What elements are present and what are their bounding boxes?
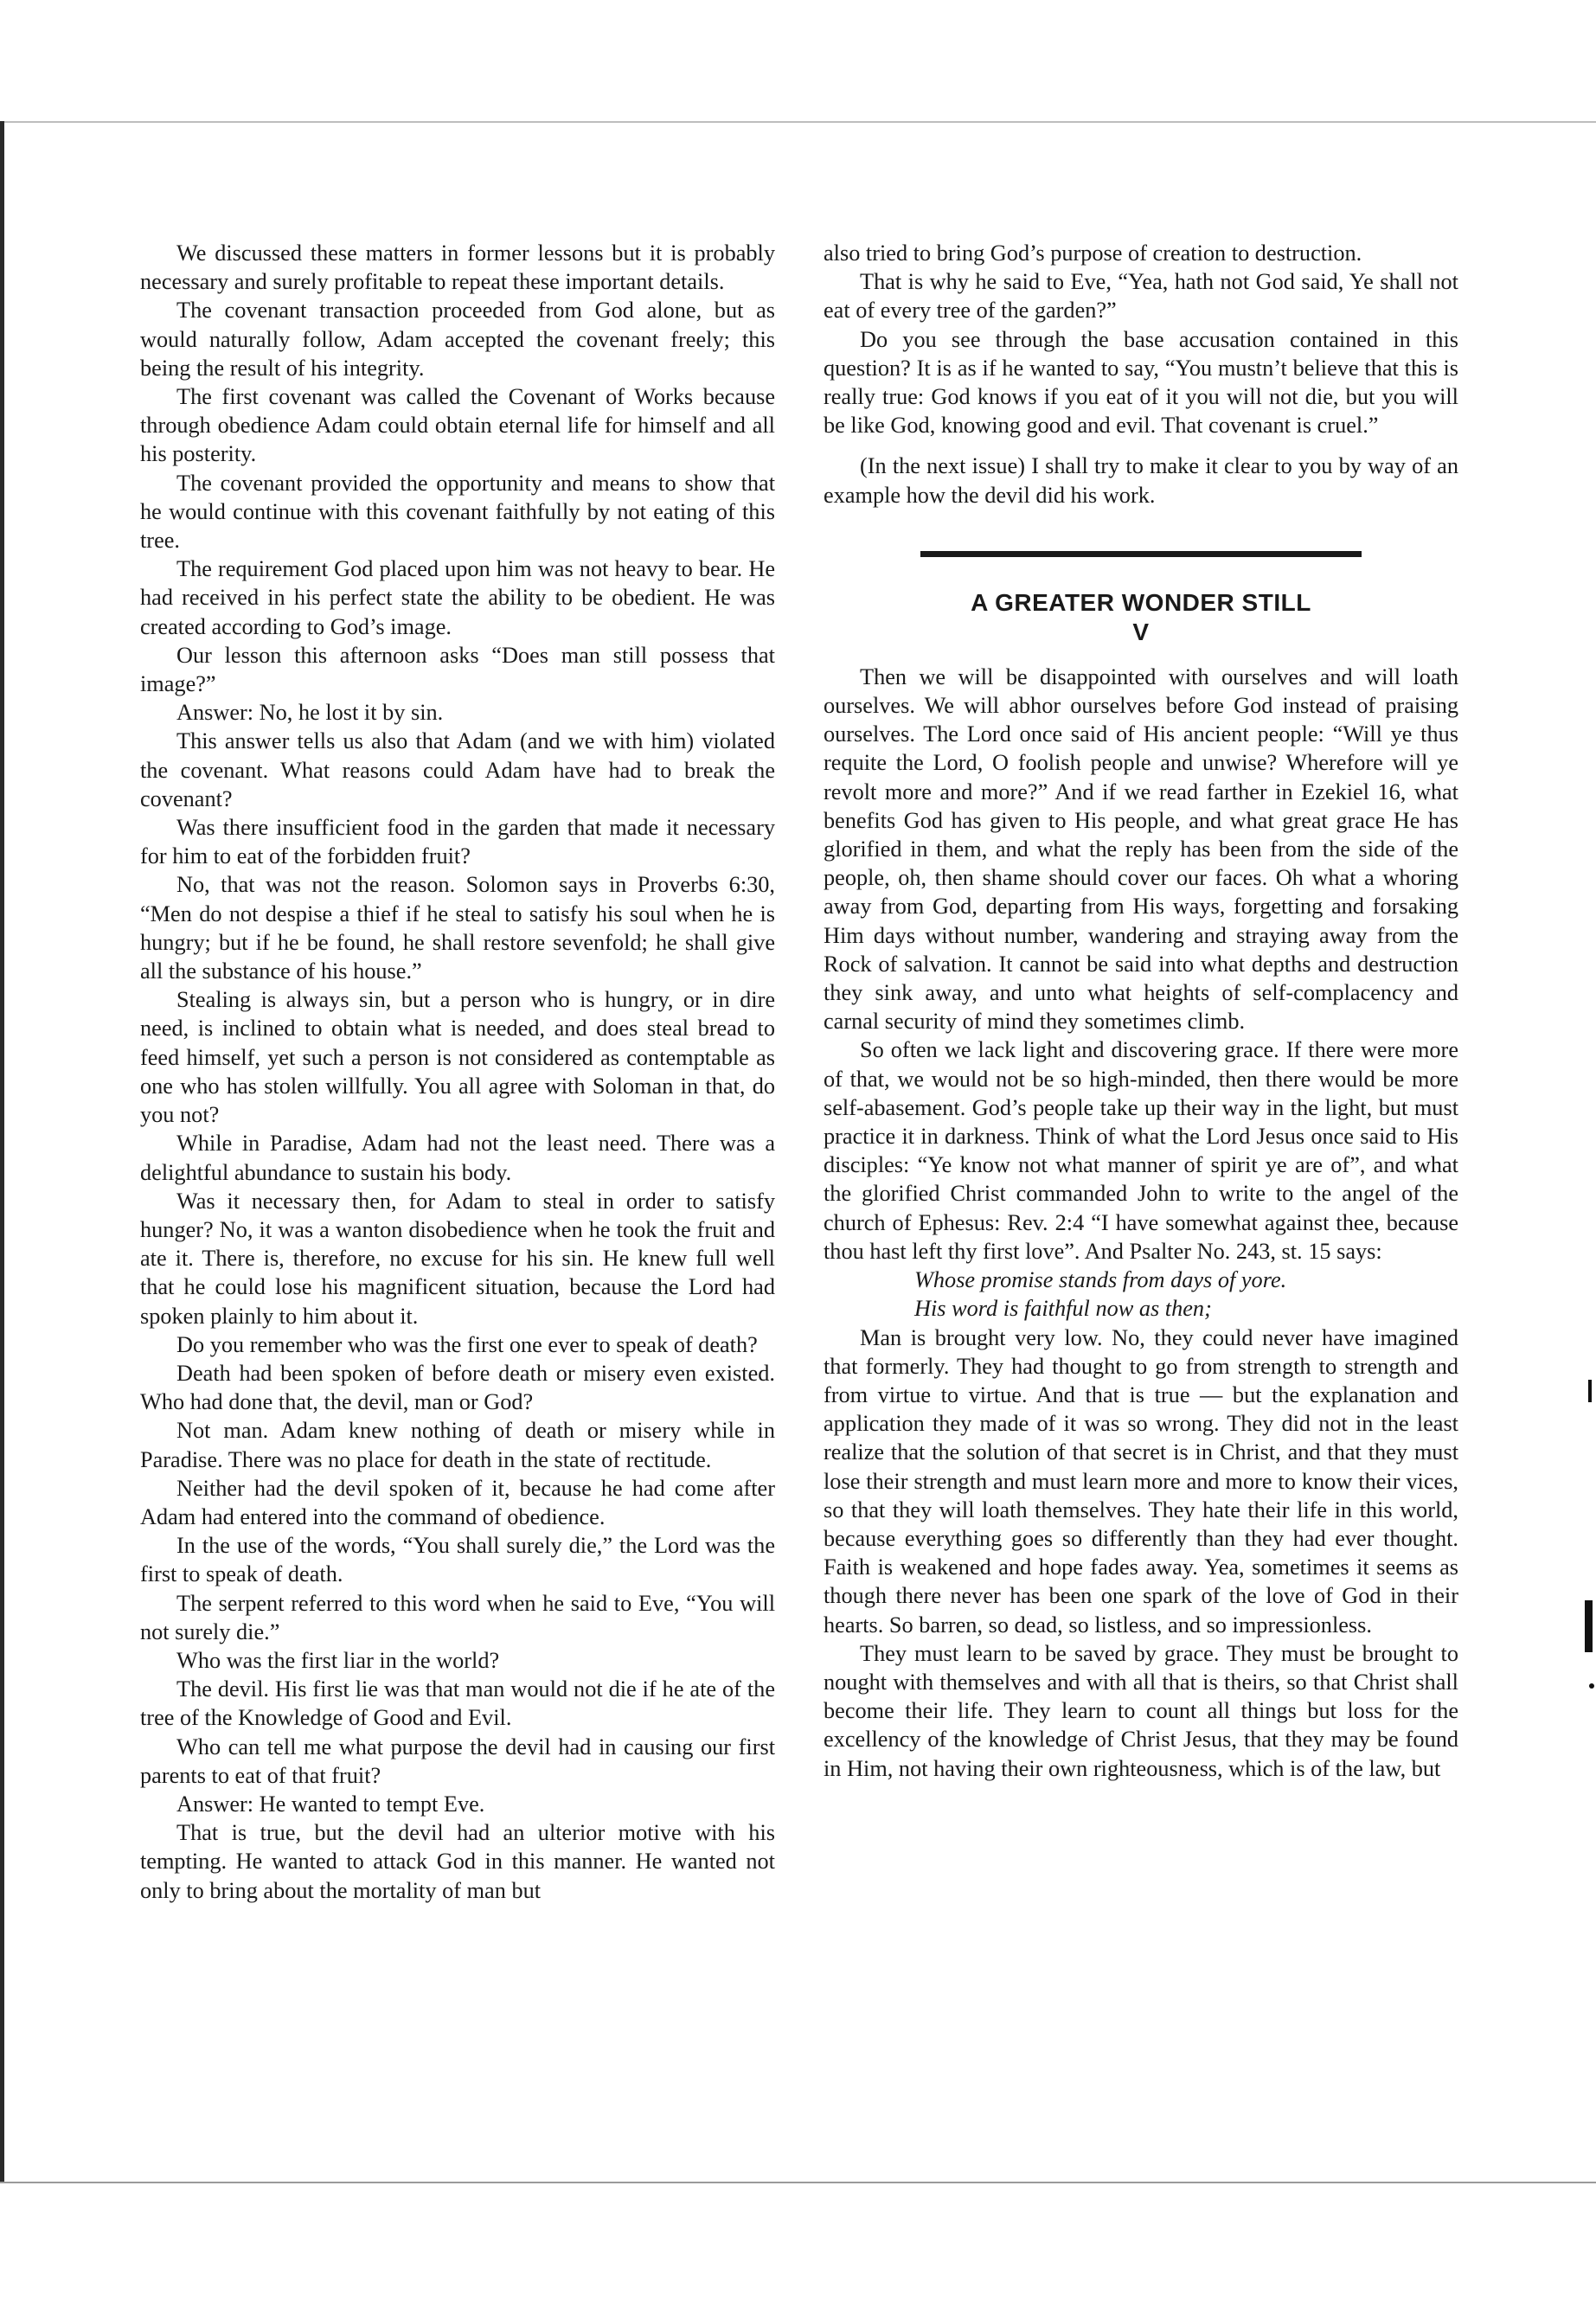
article-title: A GREATER WONDER STILL bbox=[971, 588, 1311, 616]
paragraph: Stealing is always sin, but a person who is hungry, or in dire need, is inclined to obtain what is needed, and does steal bread to feed himself, yet such a person is not considered as contemptable as one who has stolen willfully. You all agree with Soloman in that, do you not? bbox=[140, 987, 775, 1128]
paragraph: Was there insufficient food in the garden that made it necessary for him to eat of the forbidden fruit? bbox=[140, 815, 775, 869]
right-column bbox=[824, 239, 1458, 1783]
paragraph: We discussed these matters in former lessons but it is probably necessary and surely profitable to repeat these important details. bbox=[140, 240, 775, 295]
paragraph: Do you see through the base accusation contained in this question? It is as if he wanted to say, “You mustn’t believe that this is really true: God knows if you eat of it you will not die, but you will be like God, knowing good and evil. That covenant is cruel.” bbox=[824, 326, 1458, 439]
paragraph: Answer: He wanted to tempt Eve. bbox=[176, 1791, 485, 1817]
paragraph: Then we will be disappointed with ourselves and will loath ourselves. We will abhor ourselves before God instead of praising ourselves. The Lord once said of His ancient people: “Will ye thus requite the Lord, O foolish people and unwise? Wherefore will ye revolt more and more?” And if we read farther in Ezekiel 16, what benefits God has given to His people, and what great grace He has glorified in them, and what the reply has been from the side of the people, oh, then shame should cover our faces. Oh what a whoring away from God, departing from His ways, forgetting and forsaking Him days without number, wandering and straying away from the Rock of salvation. It cannot be said into what depths and destruction they sink away, and unto what heights of self-complacency and carnal security of mind they sometimes climb. bbox=[824, 663, 1458, 1035]
verse-line: Whose promise stands from days of yore. bbox=[914, 1267, 1287, 1293]
paragraph: They must learn to be saved by grace. They must be brought to nought with themselves and with all that is theirs, so that Christ shall become their life. They learn to count all things but loss for the excellency of the knowledge of Christ Jesus, that they may be found in Him, not having their own righteousness, which is of the law, but bbox=[824, 1640, 1458, 1781]
paragraph: Not man. Adam knew nothing of death or misery while in Paradise. There was no place for death in the state of rectitude. bbox=[140, 1418, 775, 1472]
paragraph: Neither had the devil spoken of it, because he had come after Adam had entered into the command of obedience. bbox=[140, 1475, 775, 1529]
page-bottom-edge bbox=[0, 2182, 1596, 2183]
paragraph: So often we lack light and discovering grace. If there were more of that, we would not be so high-minded, then there would be more self-abasement. God’s people take up their way in the light, but must practice it in darkness. Think of what the Lord Jesus once said to His disciples: “Ye know not what manner of spirit ye are of”, and what the glorified Christ commanded John to write to the angel of the church of Ephesus: Rev. 2:4 “I have somewhat against thee, because thou hast left thy first love”. And Psalter No. 243, st. 15 says: bbox=[824, 1037, 1458, 1264]
scan-mark bbox=[1588, 1380, 1592, 1402]
paragraph: Answer: No, he lost it by sin. bbox=[176, 700, 444, 726]
article-part-number: V bbox=[1132, 618, 1150, 645]
left-column bbox=[140, 239, 775, 1905]
paragraph: Who can tell me what purpose the devil had in causing our first parents to eat of that fruit? bbox=[140, 1734, 775, 1788]
page-top-edge bbox=[0, 121, 1596, 123]
paragraph: In the use of the words, “You shall surely die,” the Lord was the first to speak of death. bbox=[140, 1533, 775, 1587]
paragraph: Man is brought very low. No, they could never have imagined that formerly. They had thought to go from strength to strength and from virtue to virtue. And that is true — but the explanation and application they made of it was so wrong. They did not in the least realize that the solution of that secret is in Christ, and that they must lose their strength and must learn more and more to know their vices, so that they will loath themselves. They hate their life in this world, because everything goes so differently than they had ever thought. Faith is weakened and hope fades away. Yea, sometimes it seems as though there never has been one spark of the love of God in their hearts. So barren, so dead, so listless, and so impressionless. bbox=[824, 1324, 1458, 1638]
paragraph: This answer tells us also that Adam (and we with him) violated the covenant. What reasons could Adam have had to break the covenant? bbox=[140, 728, 775, 811]
paragraph: also tried to bring God’s purpose of creation to destruction. bbox=[824, 240, 1362, 266]
section-divider bbox=[920, 551, 1362, 557]
paragraph: No, that was not the reason. Solomon says in Proverbs 6:30, “Men do not despise a thief if he steal to satisfy his soul when he is hungry; but if he be found, he shall restore sevenfold; he shall give all the substance of his house.” bbox=[140, 872, 775, 984]
paragraph: The first covenant was called the Covenant of Works because through obedience Adam could obtain eternal life for himself and all his posterity. bbox=[140, 384, 775, 467]
next-issue-note: (In the next issue) I shall try to make it clear to you by way of an example how the devil did his work. bbox=[824, 453, 1458, 508]
paragraph: Our lesson this afternoon asks “Does man still possess that image?” bbox=[140, 642, 775, 697]
paragraph: That is why he said to Eve, “Yea, hath not God said, Ye shall not eat of every tree of the garden?” bbox=[824, 269, 1458, 324]
paragraph: The covenant provided the opportunity and means to show that he would continue with this covenant faithfully by not eating of this tree. bbox=[140, 470, 775, 554]
scan-mark bbox=[1585, 1600, 1593, 1652]
paragraph: Do you remember who was the first one ever to speak of death? bbox=[176, 1331, 758, 1357]
paragraph: The devil. His first lie was that man would not die if he ate of the tree of the Knowledge of Good and Evil. bbox=[140, 1676, 775, 1731]
paragraph: The covenant transaction proceeded from God alone, but as would naturally follow, Adam accepted the covenant freely; this being the result of his integrity. bbox=[140, 298, 775, 381]
paragraph: Who was the first liar in the world? bbox=[176, 1647, 500, 1673]
paragraph: The serpent referred to this word when he said to Eve, “You will not surely die.” bbox=[140, 1590, 775, 1644]
paragraph: While in Paradise, Adam had not the least need. There was a delightful abundance to sustain his body. bbox=[140, 1131, 775, 1185]
scan-mark bbox=[1589, 1683, 1594, 1689]
paragraph: Death had been spoken of before death or misery even existed. Who had done that, the devil, man or God? bbox=[140, 1360, 775, 1415]
paragraph: That is true, but the devil had an ulterior motive with his tempting. He wanted to attack God in this manner. He wanted not only to bring about the mortality of man but bbox=[140, 1820, 775, 1903]
paragraph: The requirement God placed upon him was not heavy to bear. He had received in his perfect state the ability to be obedient. He was created according to God’s image. bbox=[140, 556, 775, 639]
paragraph: Was it necessary then, for Adam to steal in order to satisfy hunger? No, it was a wanton disobedience when he took the fruit and ate it. There is, therefore, no excuse for his sin. He knew full well that he could lose his magnificent situation, because the Lord had spoken plainly to him about it. bbox=[140, 1188, 775, 1329]
verse-line: His word is faithful now as then; bbox=[914, 1296, 1212, 1322]
page-left-edge bbox=[0, 121, 4, 2182]
